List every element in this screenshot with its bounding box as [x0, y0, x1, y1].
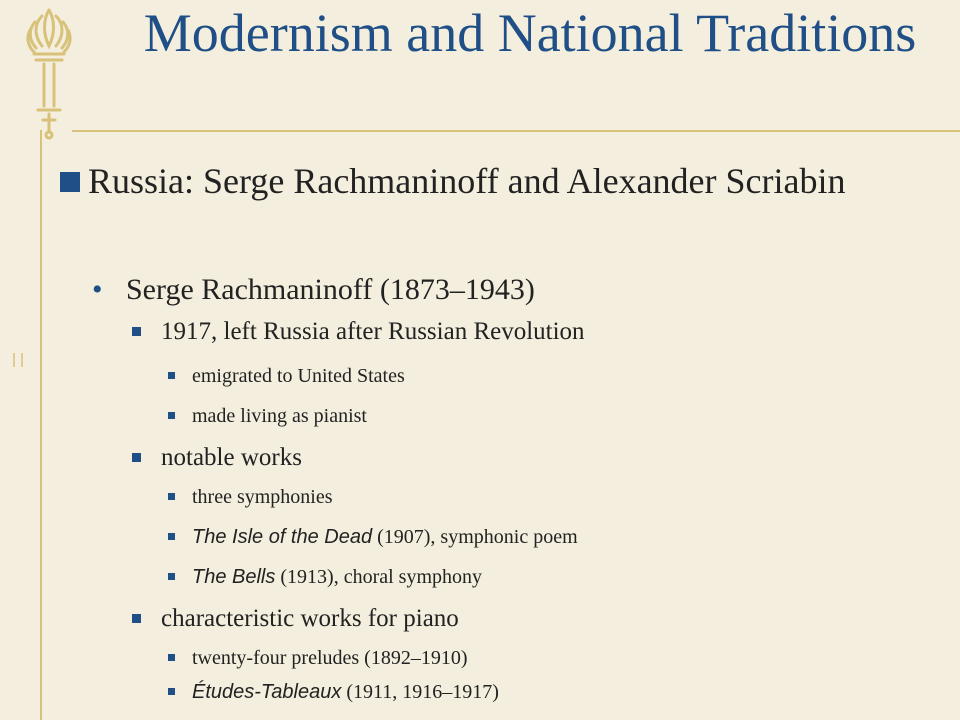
vertical-rule [40, 130, 42, 720]
item-text: three symphonies [192, 486, 333, 508]
section-notable-works [132, 443, 302, 473]
work-detail: (1913), choral symphony [275, 566, 483, 588]
square-bullet-icon [60, 172, 80, 192]
title-underline-rule [72, 130, 960, 132]
work-title: The Isle of the Dead [192, 526, 373, 548]
square-bullet-icon [132, 614, 141, 623]
composer-text: Serge Rachmaninoff (1873–1943) [126, 273, 535, 306]
work-detail: (1911, 1916–1917) [341, 681, 499, 703]
square-bullet-icon [168, 573, 175, 580]
decorative-ticks-icon [8, 352, 30, 368]
work-title: The Bells [192, 566, 276, 588]
item-text: made living as pianist [192, 405, 367, 427]
square-bullet-icon [132, 327, 141, 336]
work-title: Études-Tableaux [192, 681, 342, 703]
square-bullet-icon [168, 654, 175, 661]
item-text: twenty-four preludes (1892–1910) [192, 647, 468, 669]
square-bullet-icon [168, 372, 175, 379]
work-detail: (1907), symphonic poem [372, 526, 578, 548]
section-piano-works [132, 604, 459, 634]
square-bullet-icon [168, 688, 175, 695]
list-item [168, 646, 468, 670]
list-item [168, 404, 367, 428]
square-bullet-icon [168, 533, 175, 540]
dot-bullet-icon: • [92, 273, 103, 306]
item-text: emigrated to United States [192, 365, 405, 387]
list-item [168, 485, 333, 509]
section-1917 [132, 317, 585, 347]
list-item [168, 525, 578, 549]
fleur-ornament-icon [26, 6, 72, 140]
section-label: characteristic works for piano [161, 605, 459, 632]
square-bullet-icon [168, 493, 175, 500]
section-label: 1917, left Russia after Russian Revolution [161, 318, 585, 345]
slide-title: Modernism and National Traditions [143, 3, 917, 63]
square-bullet-icon [168, 412, 175, 419]
list-item [168, 565, 482, 589]
list-item [168, 680, 499, 704]
heading-bullet [60, 160, 868, 202]
section-label: notable works [161, 444, 302, 471]
square-bullet-icon [132, 453, 141, 462]
composer-bullet [92, 273, 535, 307]
list-item [168, 364, 405, 388]
heading-text: Russia: Serge Rachmaninoff and Alexander Scriabin [88, 161, 846, 201]
